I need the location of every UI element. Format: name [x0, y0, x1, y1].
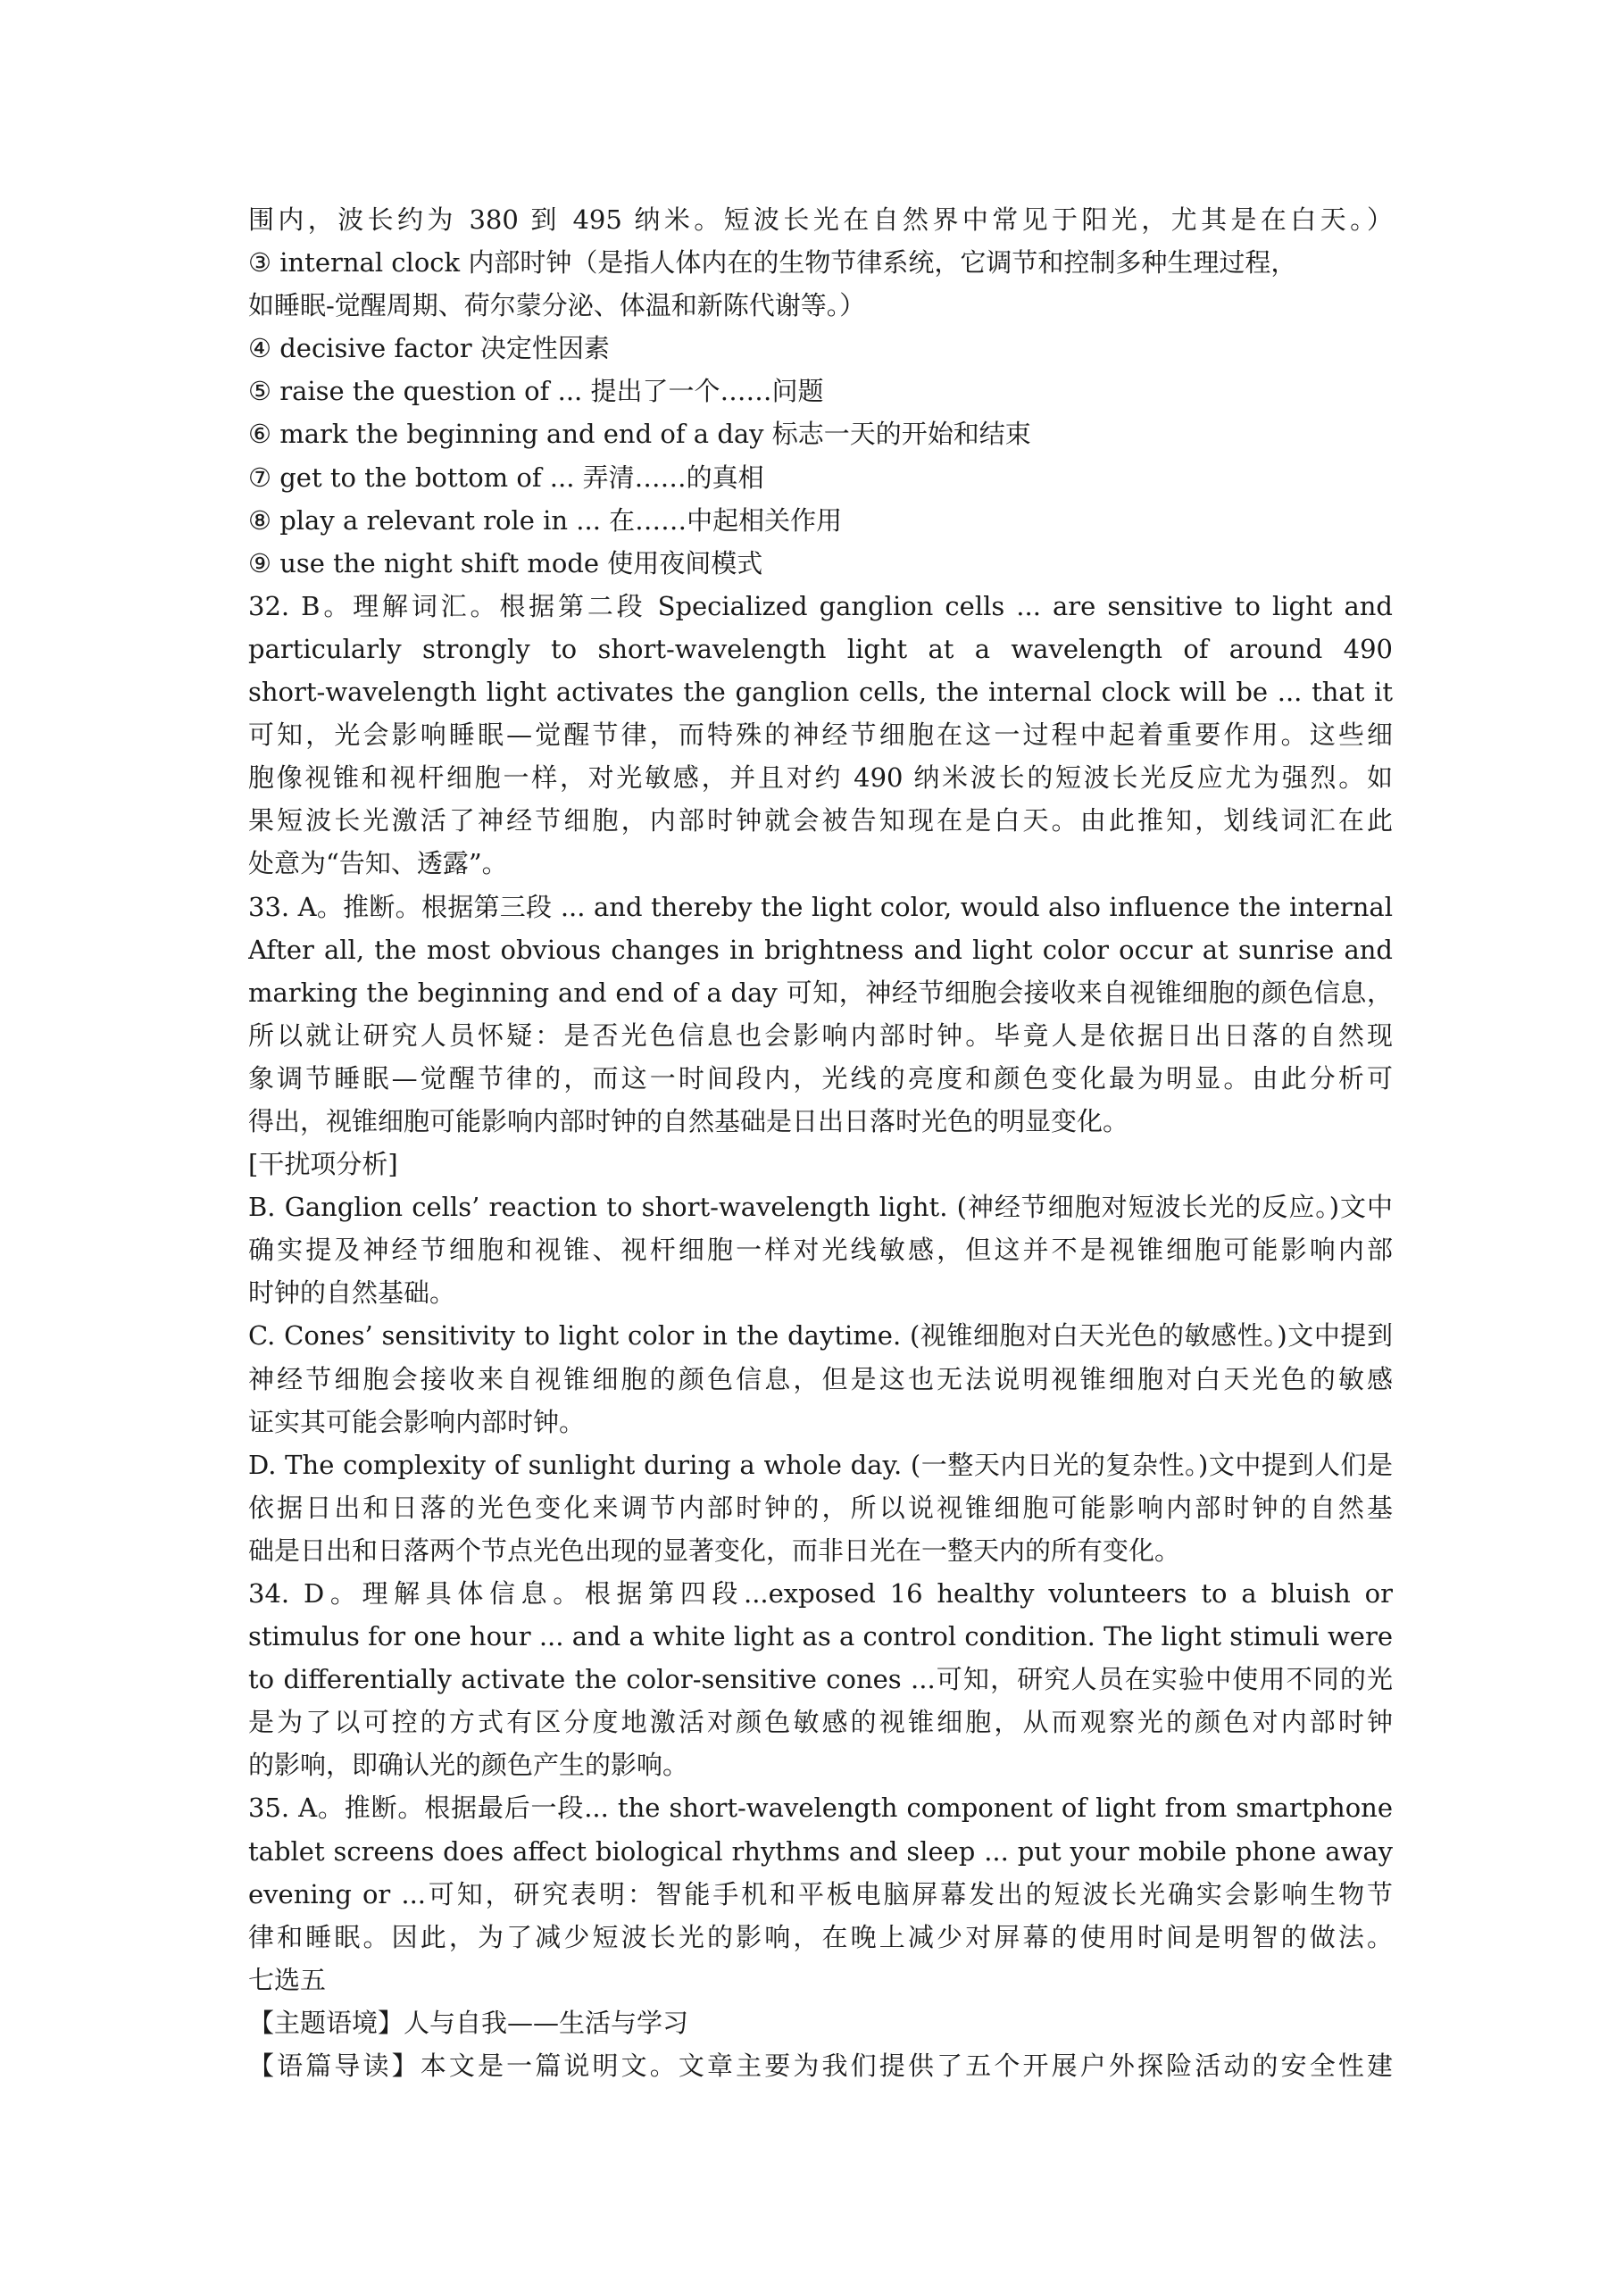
text-line: 是为了以可控的方式有区分度地激活对颜色敏感的视锥细胞，从而观察光的颜色对内部时钟 [248, 1707, 1393, 1738]
text-line: 时钟的自然基础。 [248, 1277, 456, 1309]
text-line: 确实提及神经节细胞和视锥、视杆细胞一样对光线敏感，但这并不是视锥细胞可能影响内部 [248, 1235, 1393, 1266]
text-line: tablet screens does affect biological rhythms and sleep ... put your mobile phone away [248, 1835, 1393, 1867]
text-line: After all, the most obvious changes in brightness and light color occur at sunrise and [248, 934, 1393, 965]
distractor-analysis-heading: [干扰项分析] [248, 1149, 398, 1180]
text-line: 处意为“告知、透露”。 [248, 848, 508, 879]
vocab-item-7: ⑦ get to the bottom of ... 弄清……的真相 [248, 462, 764, 493]
text-line: 依据日出和日落的光色变化来调节内部时钟的，所以说视锥细胞可能影响内部时钟的自然基 [248, 1492, 1393, 1523]
distractor-d: D. The complexity of sunlight during a whole day. (一整天内日光的复杂性。)文中提到人们是 [248, 1449, 1393, 1480]
text-line: 果短波长光激活了神经节细胞，内部时钟就会被告知现在是白天。由此推知，划线词汇在此 [248, 805, 1393, 836]
answer-33-heading: 33. A。推断。根据第三段 ... and thereby the light color, would also influence the internal [248, 891, 1393, 922]
text-line: 胞像视锥和视杆细胞一样，对光敏感，并且对约 490 纳米波长的短波长光反应尤为强烈。如 [248, 762, 1393, 794]
text-line: 神经节细胞会接收来自视锥细胞的颜色信息，但是这也无法说明视锥细胞对白天光色的敏感 [248, 1363, 1393, 1394]
answer-32-heading: 32. B。理解词汇。根据第二段 Specialized ganglion cells ... are sensitive to light and [248, 590, 1393, 621]
text-line: 的影响，即确认光的颜色产生的影响。 [248, 1750, 689, 1781]
text-line: 得出，视锥细胞可能影响内部时钟的自然基础是日出日落时光色的明显变化。 [248, 1105, 1129, 1136]
text-line: 证实其可能会影响内部时钟。 [248, 1406, 586, 1437]
vocab-item-4: ④ decisive factor 决定性因素 [248, 333, 610, 364]
vocab-item-9: ⑨ use the night shift mode 使用夜间模式 [248, 547, 763, 578]
distractor-c: C. Cones’ sensitivity to light color in the daytime. (视锥细胞对白天光色的敏感性。)文中提到 [248, 1320, 1393, 1352]
text-line: to differentially activate the color-sensitive cones ...可知，研究人员在实验中使用不同的光 [248, 1664, 1393, 1695]
answer-34-heading: 34. D。理解具体信息。根据第四段...exposed 16 healthy volunteers to a bluish or [248, 1578, 1393, 1609]
text-line: evening or ...可知，研究表明：智能手机和平板电脑屏幕发出的短波长光确实会影响生物节 [248, 1878, 1393, 1909]
section-title: 七选五 [248, 1964, 327, 1995]
vocab-item-3: ③ internal clock 内部时钟（是指人体内在的生物节律系统，它调节和控制多种生理过程， [248, 247, 1297, 279]
text-line: particularly strongly to short-wavelength light at a wavelength of around 490 [248, 633, 1393, 664]
text-line: 律和睡眠。因此，为了减少短波长光的影响，在晚上减少对屏幕的使用时间是明智的做法。 [248, 1921, 1393, 1952]
vocab-item-8: ⑧ play a relevant role in ... 在……中起相关作用 [248, 504, 843, 536]
document-body [248, 198, 1393, 2087]
distractor-b: B. Ganglion cells’ reaction to short-wavelength light. (神经节细胞对短波长光的反应。)文中 [248, 1192, 1393, 1223]
text-line: marking the beginning and end of a day 可知，神经节细胞会接收来自视锥细胞的颜色信息， [248, 977, 1393, 1008]
text-line: 如睡眠-觉醒周期、荷尔蒙分泌、体温和新陈代谢等。） [248, 290, 866, 321]
text-line: 可知，光会影响睡眠—觉醒节律，而特殊的神经节细胞在这一过程中起着重要作用。这些细 [248, 720, 1393, 751]
text-line: stimulus for one hour ... and a white light as a control condition. The light stimuli were [248, 1621, 1393, 1652]
text-line: 础是日出和日落两个节点光色出现的显著变化，而非日光在一整天内的所有变化。 [248, 1535, 1181, 1566]
text-line: 围内，波长约为 380 到 495 纳米。短波长光在自然界中常见于阳光，尤其是在白天。） [248, 204, 1393, 235]
text-line: short-wavelength light activates the ganglion cells, the internal clock will be ... that it [248, 677, 1393, 708]
theme-context: 【主题语境】人与自我——生活与学习 [248, 2007, 689, 2038]
text-line: 所以就让研究人员怀疑：是否光色信息也会影响内部时钟。毕竟人是依据日出日落的自然现 [248, 1019, 1393, 1051]
vocab-item-5: ⑤ raise the question of ... 提出了一个……问题 [248, 376, 824, 407]
vocab-item-6: ⑥ mark the beginning and end of a day 标志一天的开始和结束 [248, 419, 1031, 450]
text-line: 象调节睡眠—觉醒节律的，而这一时间段内，光线的亮度和颜色变化最为明显。由此分析可 [248, 1062, 1393, 1094]
passage-guide: 【语篇导读】本文是一篇说明文。文章主要为我们提供了五个开展户外探险活动的安全性建 [248, 2051, 1393, 2082]
answer-35-heading: 35. A。推断。根据最后一段... the short-wavelength component of light from smartphone [248, 1793, 1393, 1824]
